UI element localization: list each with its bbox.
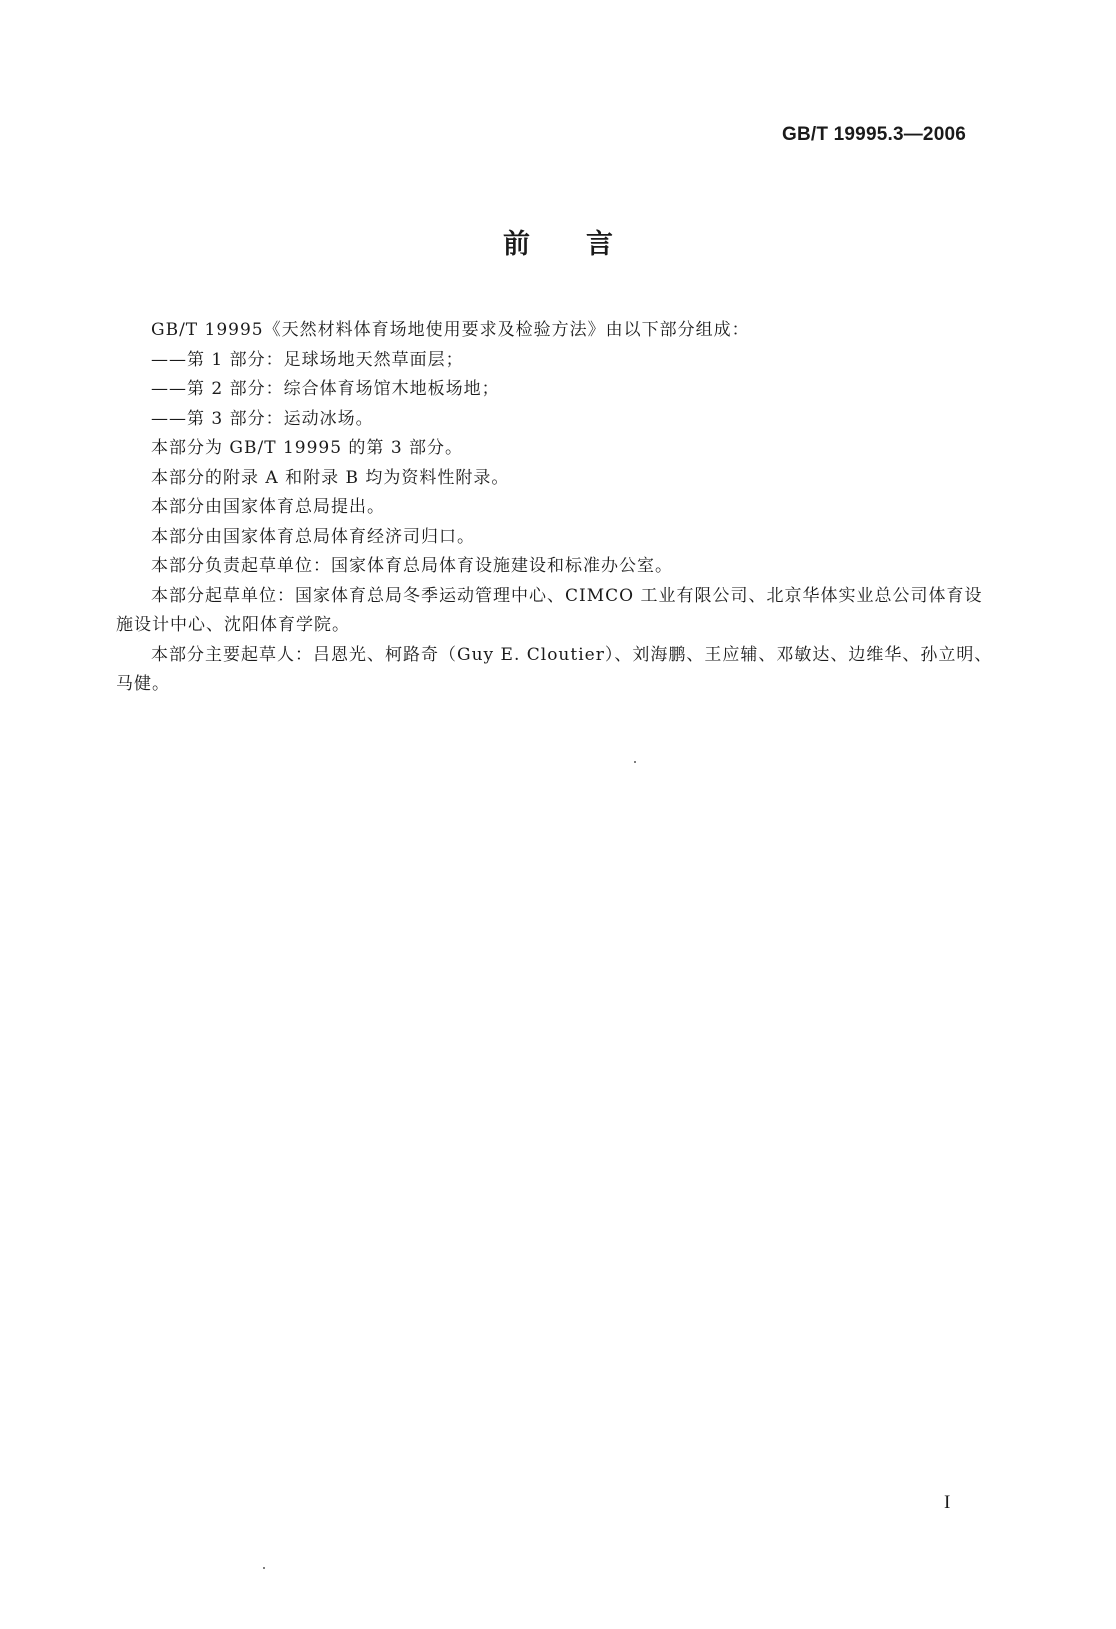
foreword-body [116, 316, 996, 700]
paragraph-drafters: 本部分主要起草人：吕恩光、柯路奇（Guy E. Cloutier）、刘海鹏、王应辅、邓敏达、边维华、孙立明、马健。 [116, 644, 993, 694]
list-item-part-3: ——第 3 部分：运动冰场。 [151, 408, 374, 429]
standard-code: GB/T 19995.3—2006 [781, 124, 966, 145]
paragraph-annexes: 本部分的附录 A 和附录 B 均为资料性附录。 [151, 467, 510, 488]
paragraph-drafting-units: 本部分起草单位：国家体育总局冬季运动管理中心、CIMCO 工业有限公司、北京华体实业总公司体育设施设计中心、沈阳体育学院。 [116, 585, 983, 635]
scan-speck [634, 761, 636, 763]
list-item-part-1: ——第 1 部分：足球场地天然草面层； [151, 349, 464, 370]
paragraph-responsible-drafter: 本部分负责起草单位：国家体育总局体育设施建设和标准办公室。 [151, 556, 673, 576]
paragraph-proposer: 本部分由国家体育总局提出。 [151, 497, 385, 517]
page-number: I [944, 1492, 951, 1513]
paragraph-administrator: 本部分由国家体育总局体育经济司归口。 [151, 526, 475, 547]
scan-speck [263, 1567, 265, 1569]
paragraph-scope: 本部分为 GB/T 19995 的第 3 部分。 [151, 438, 464, 458]
list-item-part-2: ——第 2 部分：综合体育场馆木地板场地； [151, 379, 500, 399]
paragraph-intro: GB/T 19995《天然材料体育场地使用要求及检验方法》由以下部分组成： [151, 320, 750, 340]
page-title: 前言 [503, 229, 669, 260]
